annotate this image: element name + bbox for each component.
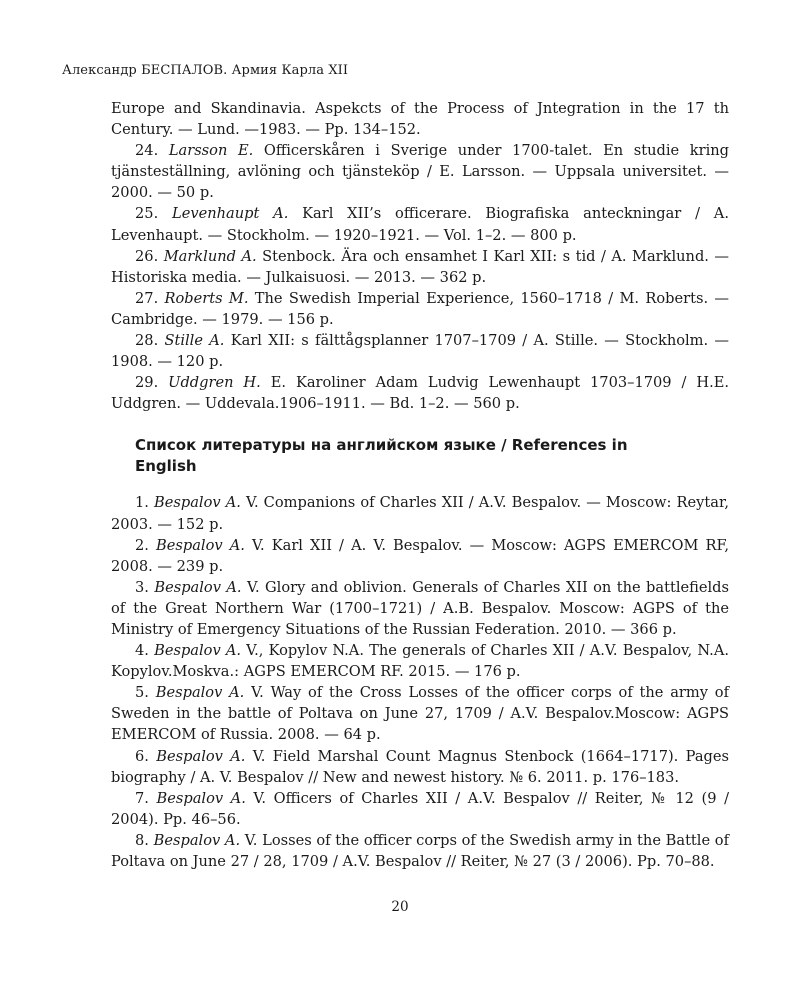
reference-number: 3.: [135, 578, 149, 596]
page-number: 20: [391, 899, 409, 915]
reference-author: Levenhaupt A.: [172, 205, 289, 223]
reference-text: V. Companions of Charles XII / A.V. Bespalov. — Moscow: Reytar, 2003. — 152 p.: [111, 494, 729, 533]
reference-author: Marklund A.: [163, 247, 257, 265]
reference-entry: [111, 288, 729, 330]
reference-entry: [111, 330, 729, 372]
reference-entry: [111, 492, 729, 534]
reference-text: V. Karl XII / A. V. Bespalov. — Moscow: AGPS EMERCOM RF, 2008. — 239 p.: [111, 536, 729, 575]
reference-author: Bespalov A.: [156, 747, 246, 765]
reference-entry: [111, 246, 729, 288]
reference-entry: [111, 830, 729, 872]
reference-author: Bespalov A.: [156, 789, 246, 807]
reference-author: Bespalov A.: [154, 578, 242, 596]
reference-text: Europe and Skandinavia. Aspekcts of the Process of Jntegration in the 17 th Century. — Lund. —1983. — Pp. 134–152.: [111, 100, 729, 139]
reference-number: 1.: [135, 494, 149, 512]
reference-author: Bespalov A.: [154, 642, 242, 660]
reference-number: 24.: [135, 142, 159, 160]
reference-author: Stille A.: [164, 332, 225, 350]
reference-author: Bespalov A.: [153, 831, 241, 849]
reference-number: 8.: [135, 831, 149, 849]
reference-author: Bespalov A.: [155, 684, 245, 702]
reference-number: 28.: [135, 332, 159, 350]
reference-number: 5.: [135, 684, 149, 702]
reference-entry: [111, 640, 729, 682]
reference-number: 26.: [135, 247, 159, 265]
reference-entry: [111, 577, 729, 640]
page-content: [111, 98, 729, 872]
reference-number: 27.: [135, 289, 159, 307]
references-english-list: [111, 492, 729, 872]
reference-number: 6.: [135, 747, 149, 765]
reference-entry: [111, 682, 729, 745]
reference-entry: [111, 788, 729, 830]
reference-text: V. Way of the Cross Losses of the officer corps of the army of Sweden in the battle of Poltava on June 27, 1709 / A.V. Bespalov.Moscow: AGPS EMERCOM of Russia. 2008. — 64 p.: [111, 684, 729, 744]
references-continued-list: [111, 98, 729, 414]
reference-text: E. Karoliner Adam Ludvig Lewenhaupt 1703–1709 / H.E. Uddgren. — Uddevala.1906–1911. — Bd. 1–2. — 560 p.: [111, 374, 730, 413]
reference-author: Larsson E.: [168, 142, 254, 160]
reference-entry: [111, 535, 729, 577]
reference-number: 4.: [135, 642, 149, 660]
reference-number: 7.: [135, 789, 149, 807]
reference-text: Karl XII: s fälttågsplanner 1707–1709 / A. Stille. — Stockholm. — 1908. — 120 p.: [111, 332, 730, 371]
reference-entry: [111, 746, 729, 788]
reference-text: V. Field Marshal Count Magnus Stenbock (1664–1717). Pages biography / A. V. Bespalov // New and newest history. № 6. 2011. p. 176–183.: [111, 747, 730, 786]
reference-author: Uddgren H.: [168, 374, 261, 392]
reference-text: V. Glory and oblivion. Generals of Charles XII on the battlefields of the Great Northern War (1700–1721) / A.B. Bespalov. Moscow: AGPS of the Ministry of Emergency Situations of the Russian Federation. 2010. — 366 p.: [111, 578, 729, 638]
reference-text: The Swedish Imperial Experience, 1560–1718 / M. Roberts. — Cambridge. — 1979. — 156 p.: [111, 289, 729, 328]
reference-entry: [111, 98, 729, 140]
reference-text: Officerskåren i Sverige under 1700-talet. En studie kring tjänsteställning, avlöning och tjänsteköp / E. Larsson. — Uppsala universitet. — 2000. — 50 p.: [111, 142, 729, 202]
reference-entry: [111, 203, 729, 245]
reference-author: Bespalov A.: [154, 494, 241, 512]
reference-text: Stenbock. Ära och ensamhet I Karl XII: s tid / A. Marklund. — Historiska media. — Julkaisuosi. — 2013. — 362 p.: [111, 247, 730, 286]
reference-text: Karl XII’s officerare. Biografiska anteckningar / A. Levenhaupt. — Stockholm. — 1920–1921. — Vol. 1–2. — 800 p.: [111, 205, 729, 244]
reference-number: 25.: [135, 205, 159, 223]
running-head: Александр БЕСПАЛОВ. Армия Карла XII: [62, 63, 349, 78]
reference-text: V., Kopylov N.A. The generals of Charles XII / A.V. Bespalov, N.A. Kopylov.Moskva.: AGPS EMERCOM RF. 2015. — 176 p.: [111, 642, 730, 681]
reference-number: 2.: [135, 536, 149, 554]
reference-text: V. Losses of the officer corps of the Swedish army in the Battle of Poltava on June 27 / 28, 1709 / A.V. Bespalov // Reiter, № 27 (3 / 2006). Pp. 70–88.: [111, 831, 729, 870]
section-heading: Список литературы на английском языке / References in English: [135, 436, 628, 476]
reference-author: Roberts M.: [164, 289, 249, 307]
reference-text: V. Officers of Charles XII / A.V. Bespalov // Reiter, № 12 (9 / 2004). Pp. 46–56.: [111, 789, 729, 828]
reference-entry: [111, 372, 729, 414]
reference-author: Bespalov A.: [156, 536, 245, 554]
reference-entry: [111, 140, 729, 203]
reference-number: 29.: [135, 374, 159, 392]
